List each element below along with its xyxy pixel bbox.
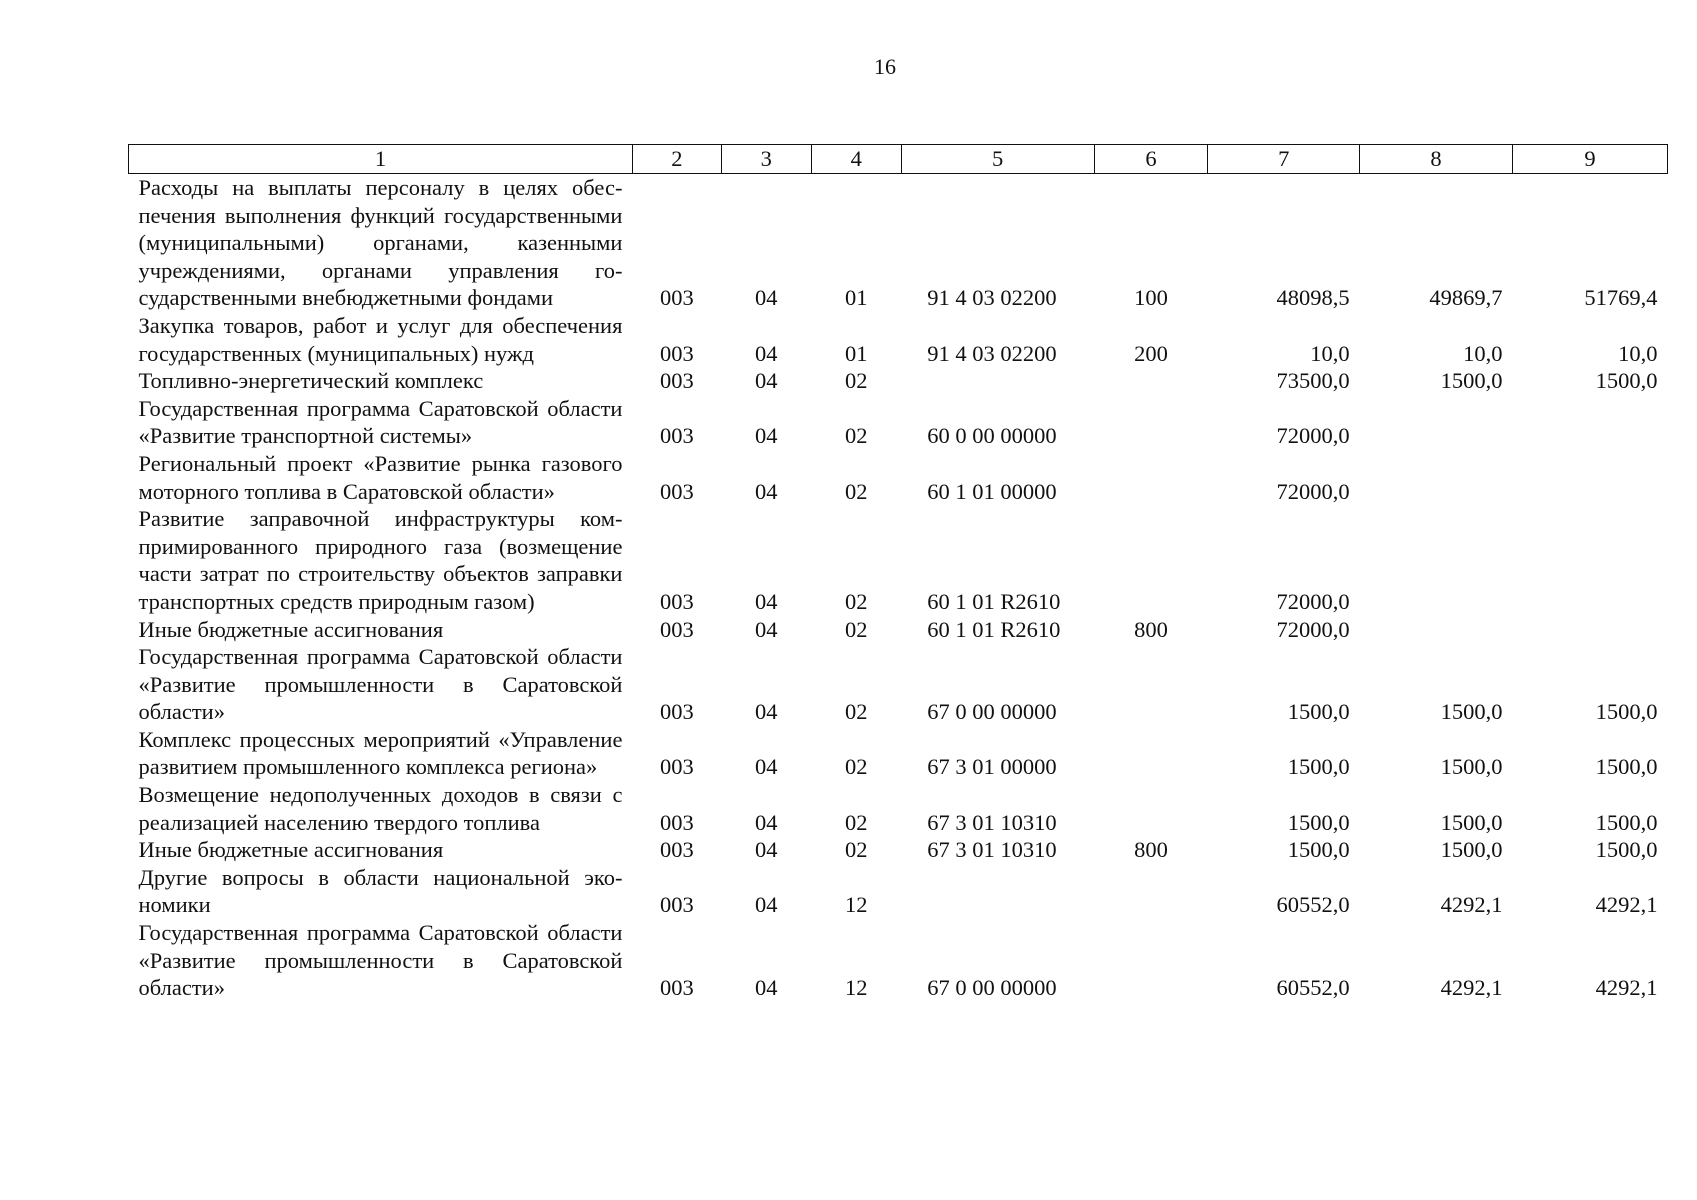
expense-type-cell: 800 — [1134, 837, 1168, 863]
amount-year1-cell: 1500,0 — [1287, 837, 1350, 863]
subsection-code-cell: 02 — [844, 699, 868, 725]
amount-year2-cell: 1500,0 — [1440, 809, 1503, 835]
target-article-cell: 67 3 01 10310 — [927, 809, 1057, 835]
amount-year2-cell: 49869,7 — [1429, 285, 1503, 311]
row-name-cell: Топливно-энергетический комплекс — [138, 368, 484, 394]
section-code-cell: 04 — [755, 699, 778, 725]
amount-year3-cell: 4292,1 — [1595, 975, 1658, 1001]
amount-year3-cell: 10,0 — [1618, 340, 1658, 366]
amount-year1-cell: 48098,5 — [1276, 285, 1350, 311]
expense-type-cell — [1094, 919, 1208, 1002]
amount-year3-cell — [1512, 505, 1667, 615]
table-row — [129, 174, 1668, 312]
amount-year2-cell: 1500,0 — [1440, 368, 1503, 394]
target-article-cell: 60 0 00 00000 — [927, 423, 1057, 449]
amount-year3-cell — [1512, 395, 1667, 450]
amount-year2-cell: 1500,0 — [1440, 837, 1503, 863]
chapter-code-cell: 003 — [660, 368, 694, 394]
amount-year2-cell: 4292,1 — [1440, 975, 1503, 1001]
column-header-9: 9 — [1512, 145, 1667, 174]
column-header-1: 1 — [129, 145, 633, 174]
amount-year3-cell: 1500,0 — [1595, 368, 1658, 394]
amount-year1-cell: 1500,0 — [1287, 809, 1350, 835]
chapter-code-cell: 003 — [660, 588, 694, 614]
amount-year2-cell: 1500,0 — [1440, 754, 1503, 780]
table-row — [129, 726, 1668, 781]
subsection-code-cell: 02 — [844, 754, 868, 780]
subsection-code-cell: 02 — [844, 423, 868, 449]
subsection-code-cell: 02 — [844, 616, 868, 642]
chapter-code-cell: 003 — [660, 699, 694, 725]
page-number: 16 — [874, 54, 896, 79]
target-article-cell: 67 0 00 00000 — [927, 699, 1057, 725]
chapter-code-cell: 003 — [660, 837, 694, 863]
target-article-cell — [901, 864, 1094, 919]
table-row — [129, 367, 1668, 395]
amount-year1-cell: 10,0 — [1310, 340, 1350, 366]
subsection-code-cell: 02 — [844, 809, 868, 835]
expense-type-cell — [1094, 367, 1208, 395]
subsection-code-cell: 02 — [844, 837, 868, 863]
row-name-cell: Возмещение недополученных доходов в связи с реализацией населению твердого топлива — [138, 782, 623, 835]
amount-year1-cell: 72000,0 — [1276, 616, 1350, 642]
amount-year3-cell: 4292,1 — [1595, 892, 1658, 918]
amount-year2-cell — [1360, 505, 1513, 615]
chapter-code-cell: 003 — [660, 423, 694, 449]
amount-year2-cell — [1360, 450, 1513, 505]
target-article-cell: 60 1 01 R2610 — [927, 588, 1061, 614]
table-row — [129, 450, 1668, 505]
subsection-code-cell: 02 — [844, 478, 868, 504]
target-article-cell: 67 3 01 10310 — [927, 837, 1057, 863]
section-code-cell: 04 — [755, 588, 778, 614]
row-name-cell: Государственная программа Саратовской области «Развитие промышленности в Саратовской области» — [138, 920, 623, 1001]
target-article-cell: 91 4 03 02200 — [927, 340, 1057, 366]
amount-year1-cell: 60552,0 — [1276, 892, 1350, 918]
section-code-cell: 04 — [755, 340, 778, 366]
table-row — [129, 395, 1668, 450]
target-article-cell — [901, 367, 1094, 395]
row-name-cell: Закупка товаров, работ и услуг для обеспечения государственных (муниципальных) нужд — [138, 312, 623, 366]
chapter-code-cell: 003 — [660, 478, 694, 504]
table-row — [129, 836, 1668, 864]
section-code-cell: 04 — [755, 754, 778, 780]
expense-type-cell — [1094, 781, 1208, 836]
column-header-8: 8 — [1360, 145, 1513, 174]
expense-type-cell — [1094, 450, 1208, 505]
table-row — [129, 312, 1668, 367]
table-row — [129, 864, 1668, 919]
amount-year1-cell: 1500,0 — [1287, 754, 1350, 780]
expense-type-cell: 100 — [1134, 285, 1168, 311]
section-code-cell: 04 — [755, 975, 778, 1001]
table-body — [129, 174, 1668, 1002]
amount-year1-cell: 60552,0 — [1276, 975, 1350, 1001]
subsection-code-cell: 01 — [844, 285, 868, 311]
chapter-code-cell: 003 — [660, 892, 694, 918]
table-row — [129, 919, 1668, 1002]
section-code-cell: 04 — [755, 809, 778, 835]
expense-type-cell: 200 — [1134, 340, 1168, 366]
section-code-cell: 04 — [755, 285, 778, 311]
chapter-code-cell: 003 — [660, 754, 694, 780]
target-article-cell: 67 3 01 00000 — [927, 754, 1057, 780]
expense-type-cell — [1094, 505, 1208, 615]
column-header-6: 6 — [1094, 145, 1208, 174]
expense-type-cell — [1094, 643, 1208, 726]
chapter-code-cell: 003 — [660, 809, 694, 835]
amount-year1-cell: 1500,0 — [1287, 699, 1350, 725]
header-row — [129, 145, 1668, 174]
amount-year3-cell — [1512, 450, 1667, 505]
subsection-code-cell: 02 — [844, 588, 868, 614]
expense-type-cell — [1094, 395, 1208, 450]
section-code-cell: 04 — [755, 837, 778, 863]
chapter-code-cell: 003 — [660, 285, 694, 311]
amount-year3-cell: 1500,0 — [1595, 837, 1658, 863]
subsection-code-cell: 12 — [844, 892, 868, 918]
table-row — [129, 505, 1668, 615]
section-code-cell: 04 — [755, 478, 778, 504]
amount-year3-cell: 1500,0 — [1595, 754, 1658, 780]
section-code-cell: 04 — [755, 616, 778, 642]
row-name-cell: Иные бюджетные ассигнования — [138, 616, 444, 642]
amount-year3-cell: 1500,0 — [1595, 699, 1658, 725]
table-row — [129, 781, 1668, 836]
amount-year2-cell: 10,0 — [1463, 340, 1503, 366]
chapter-code-cell: 003 — [660, 975, 694, 1001]
column-header-7: 7 — [1208, 145, 1360, 174]
target-article-cell: 91 4 03 02200 — [927, 285, 1057, 311]
table-header — [129, 145, 1668, 174]
section-code-cell: 04 — [755, 423, 778, 449]
row-name-cell: Государственная программа Саратовской области «Развитие транспортной системы» — [138, 395, 623, 449]
subsection-code-cell: 01 — [844, 340, 868, 366]
amount-year2-cell: 1500,0 — [1440, 699, 1503, 725]
expense-type-cell — [1094, 864, 1208, 919]
expense-type-cell — [1094, 726, 1208, 781]
row-name-cell: Региональный проект «Развитие рынка газового моторного топлива в Саратовской области» — [138, 450, 623, 504]
amount-year1-cell: 72000,0 — [1276, 423, 1350, 449]
target-article-cell: 60 1 01 00000 — [927, 478, 1057, 504]
section-code-cell: 04 — [755, 892, 778, 918]
amount-year1-cell: 73500,0 — [1276, 368, 1350, 394]
expense-type-cell: 800 — [1134, 616, 1168, 642]
row-name-cell: Развитие заправочной инфраструктуры компримированного природного газа (возмещение части затрат по строительству объектов заправки транспортных средств природным газом) — [138, 506, 623, 614]
budget-table — [128, 144, 1668, 1002]
table-row — [129, 616, 1668, 644]
amount-year2-cell — [1360, 616, 1513, 644]
column-header-3: 3 — [721, 145, 811, 174]
table-row — [129, 643, 1668, 726]
chapter-code-cell: 003 — [660, 340, 694, 366]
target-article-cell: 60 1 01 R2610 — [927, 616, 1061, 642]
row-name-cell: Расходы на выплаты персоналу в целях обеспечения выполнения функций государственными (муниципальными) органами, казенными учреждениями, органами управления государственными внебюджетными фондами — [138, 175, 623, 311]
amount-year2-cell — [1360, 395, 1513, 450]
column-header-4: 4 — [811, 145, 901, 174]
subsection-code-cell: 12 — [844, 975, 868, 1001]
row-name-cell: Другие вопросы в области национальной экономики — [138, 864, 623, 918]
chapter-code-cell: 003 — [660, 616, 694, 642]
row-name-cell: Иные бюджетные ассигнования — [138, 837, 444, 863]
column-header-2: 2 — [632, 145, 721, 174]
subsection-code-cell: 02 — [844, 368, 868, 394]
target-article-cell: 67 0 00 00000 — [927, 975, 1057, 1001]
row-name-cell: Комплекс процессных мероприятий «Управление развитием промышленного комплекса региона» — [138, 726, 623, 780]
amount-year3-cell: 1500,0 — [1595, 809, 1658, 835]
amount-year3-cell — [1512, 616, 1667, 644]
column-header-5: 5 — [901, 145, 1094, 174]
amount-year2-cell: 4292,1 — [1440, 892, 1503, 918]
section-code-cell: 04 — [755, 368, 778, 394]
amount-year1-cell: 72000,0 — [1276, 588, 1350, 614]
amount-year3-cell: 51769,4 — [1584, 285, 1658, 311]
amount-year1-cell: 72000,0 — [1276, 478, 1350, 504]
row-name-cell: Государственная программа Саратовской области «Развитие промышленности в Саратовской области» — [138, 644, 623, 725]
